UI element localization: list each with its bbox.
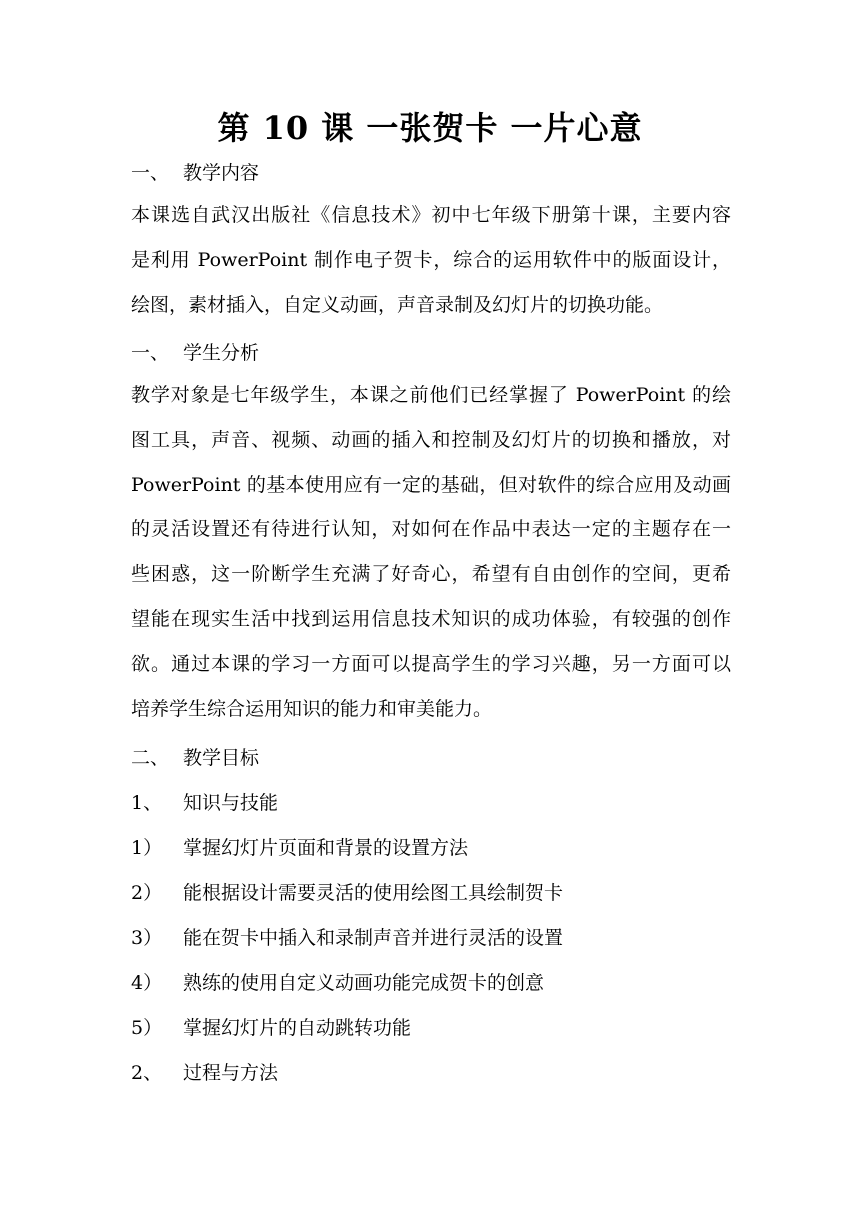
section-heading-teaching-content: [131, 160, 259, 186]
list-item: [131, 1015, 411, 1041]
list-item-number: 1）: [131, 837, 163, 859]
section-title: 学生分析: [183, 342, 260, 364]
list-item-text: 掌握幻灯片页面和背景的设置方法: [183, 837, 469, 859]
list-item-number: 4）: [131, 972, 163, 994]
paragraph-line: 的灵活设置还有待进行认知，对如何在作品中表达一定的主题存在一: [131, 518, 731, 541]
section-heading-student-analysis: [131, 340, 259, 366]
section-title: 教学目标: [183, 747, 260, 769]
paragraph-line: 些困惑，这一阶断学生充满了好奇心，希望有自由创作的空间，更希: [131, 563, 731, 586]
list-item-text: 能根据设计需要灵活的使用绘图工具绘制贺卡: [183, 882, 564, 904]
page-title: 第 10 课 一张贺卡 一片心意: [217, 109, 643, 147]
subsection-number: 2、: [131, 1062, 163, 1084]
list-item: [131, 925, 563, 951]
list-item-text: 掌握幻灯片的自动跳转功能: [183, 1017, 412, 1039]
paragraph-line: 本课选自武汉出版社《信息技术》初中七年级下册第十课，主要内容: [131, 204, 731, 226]
paragraph-teaching-content: [131, 193, 731, 327]
list-item-text: 熟练的使用自定义动画功能完成贺卡的创意: [183, 972, 545, 994]
paragraph-line: 欲。通过本课的学习一方面可以提高学生的学习兴趣，另一方面可以: [131, 652, 731, 675]
section-number: 一、: [131, 162, 170, 184]
section-heading-teaching-goals: [131, 745, 259, 771]
section-number: 一、: [131, 342, 170, 364]
paragraph-line: 绘图，素材插入，自定义动画，声音录制及幻灯片的切换功能。: [131, 293, 664, 316]
paragraph-student-analysis: [131, 373, 731, 731]
list-item: [131, 970, 544, 996]
list-item-number: 3）: [131, 927, 163, 949]
section-title: 教学内容: [183, 162, 260, 184]
paragraph-line: 是利用 PowerPoint 制作电子贺卡，综合的运用软件中的版面设计，: [131, 248, 731, 271]
subsection-title: 过程与方法: [183, 1062, 279, 1084]
list-item: [131, 835, 468, 861]
subsection-knowledge-skills: [131, 790, 278, 816]
subsection-process-methods: [131, 1060, 278, 1086]
subsection-title: 知识与技能: [183, 792, 279, 814]
section-number: 二、: [131, 747, 170, 769]
list-item-number: 5）: [131, 1017, 163, 1039]
list-item: [131, 880, 563, 906]
list-item-number: 2）: [131, 882, 163, 904]
paragraph-line: 培养学生综合运用知识的能力和审美能力。: [131, 697, 493, 720]
paragraph-line: 望能在现实生活中找到运用信息技术知识的成功体验，有较强的创作: [131, 607, 731, 630]
paragraph-line: 教学对象是七年级学生，本课之前他们已经掌握了 PowerPoint 的绘: [131, 384, 731, 406]
paragraph-line: 图工具，声音、视频、动画的插入和控制及幻灯片的切换和播放，对: [131, 428, 731, 451]
paragraph-line: PowerPoint 的基本使用应有一定的基础，但对软件的综合应用及动画: [131, 473, 731, 496]
subsection-number: 1、: [131, 792, 163, 814]
list-item-text: 能在贺卡中插入和录制声音并进行灵活的设置: [183, 927, 564, 949]
